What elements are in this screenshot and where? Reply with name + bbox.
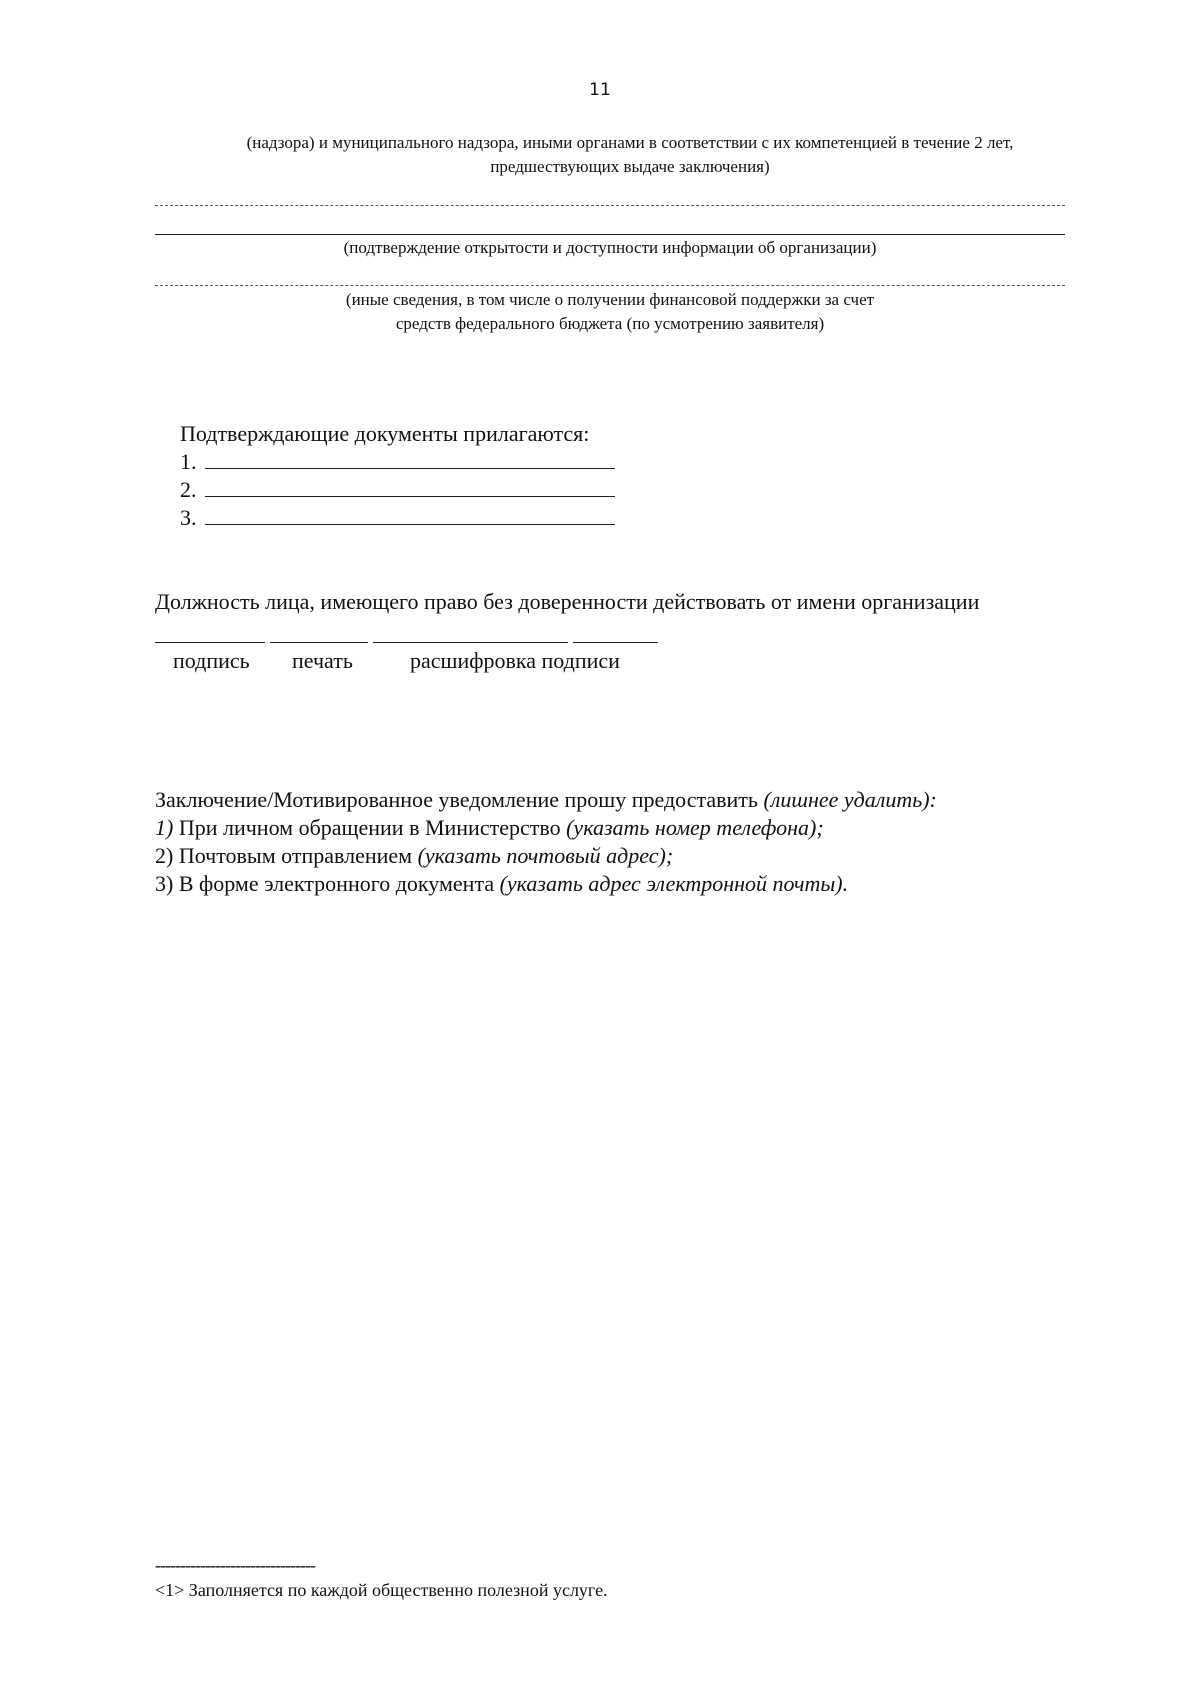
openness-caption: (подтверждение открытости и доступности информации об организации) xyxy=(343,238,877,257)
attachment-item-number: 3. xyxy=(180,505,197,530)
other-caption-line-1: (иные сведения, в том числе о получении финансовой поддержки за счет xyxy=(345,290,875,309)
delivery-option-number: 3) xyxy=(155,871,174,896)
page-number: 11 xyxy=(589,80,611,100)
attachments-title: Подтверждающие документы прилагаются: xyxy=(180,421,590,446)
footnote-separator: -------------------------------- xyxy=(155,1555,315,1575)
attachment-fill-line[interactable] xyxy=(205,478,615,497)
attachment-item-2[interactable] xyxy=(180,476,615,504)
attachment-item-number: 2. xyxy=(180,477,197,502)
name-decoding-line[interactable] xyxy=(373,642,568,643)
signature-line[interactable] xyxy=(155,642,265,643)
extra-line[interactable] xyxy=(573,642,658,643)
fill-line[interactable] xyxy=(155,205,1065,206)
fill-line-openness[interactable] xyxy=(155,234,1065,235)
attachment-item-1[interactable] xyxy=(180,448,615,476)
attachment-item-number: 1. xyxy=(180,449,197,474)
delivery-option-note: (указать почтовый адрес); xyxy=(417,843,674,868)
delivery-intro-note: (лишнее удалить): xyxy=(763,787,937,812)
fill-line-other[interactable] xyxy=(155,285,1065,286)
position-text: Должность лица, имеющего право без доверенности действовать от имени организации xyxy=(155,589,980,614)
name-decoding-label: расшифровка подписи xyxy=(410,648,620,673)
stamp-line[interactable] xyxy=(270,642,368,643)
delivery-intro: Заключение/Мотивированное уведомление прошу предоставить xyxy=(155,787,758,812)
delivery-option-number: 2) xyxy=(155,843,174,868)
footnote-text: <1> Заполняется по каждой общественно полезной услуге. xyxy=(155,1580,608,1600)
delivery-option-3[interactable] xyxy=(155,870,848,898)
stamp-label: печать xyxy=(292,648,353,673)
delivery-intro-row xyxy=(155,786,937,814)
signature-label: подпись xyxy=(173,648,250,673)
header-text-line-1: (надзора) и муниципального надзора, иными органами в соответствии с их компетенцией в течение 2 лет, xyxy=(246,133,1014,152)
delivery-option-number: 1) xyxy=(155,815,174,840)
delivery-option-text: В форме электронного документа xyxy=(178,871,495,896)
delivery-option-note: (указать номер телефона); xyxy=(566,815,824,840)
attachment-fill-line[interactable] xyxy=(205,450,615,469)
delivery-option-text: Почтовым отправлением xyxy=(178,843,413,868)
delivery-option-1[interactable] xyxy=(155,814,824,842)
delivery-option-note: (указать адрес электронной почты). xyxy=(499,871,849,896)
attachment-fill-line[interactable] xyxy=(205,506,615,525)
header-text-line-2: предшествующих выдаче заключения) xyxy=(490,157,770,176)
attachment-item-3[interactable] xyxy=(180,504,615,532)
delivery-option-2[interactable] xyxy=(155,842,673,870)
other-caption-line-2: средств федерального бюджета (по усмотрению заявителя) xyxy=(395,314,825,333)
delivery-option-text: При личном обращении в Министерство xyxy=(178,815,561,840)
